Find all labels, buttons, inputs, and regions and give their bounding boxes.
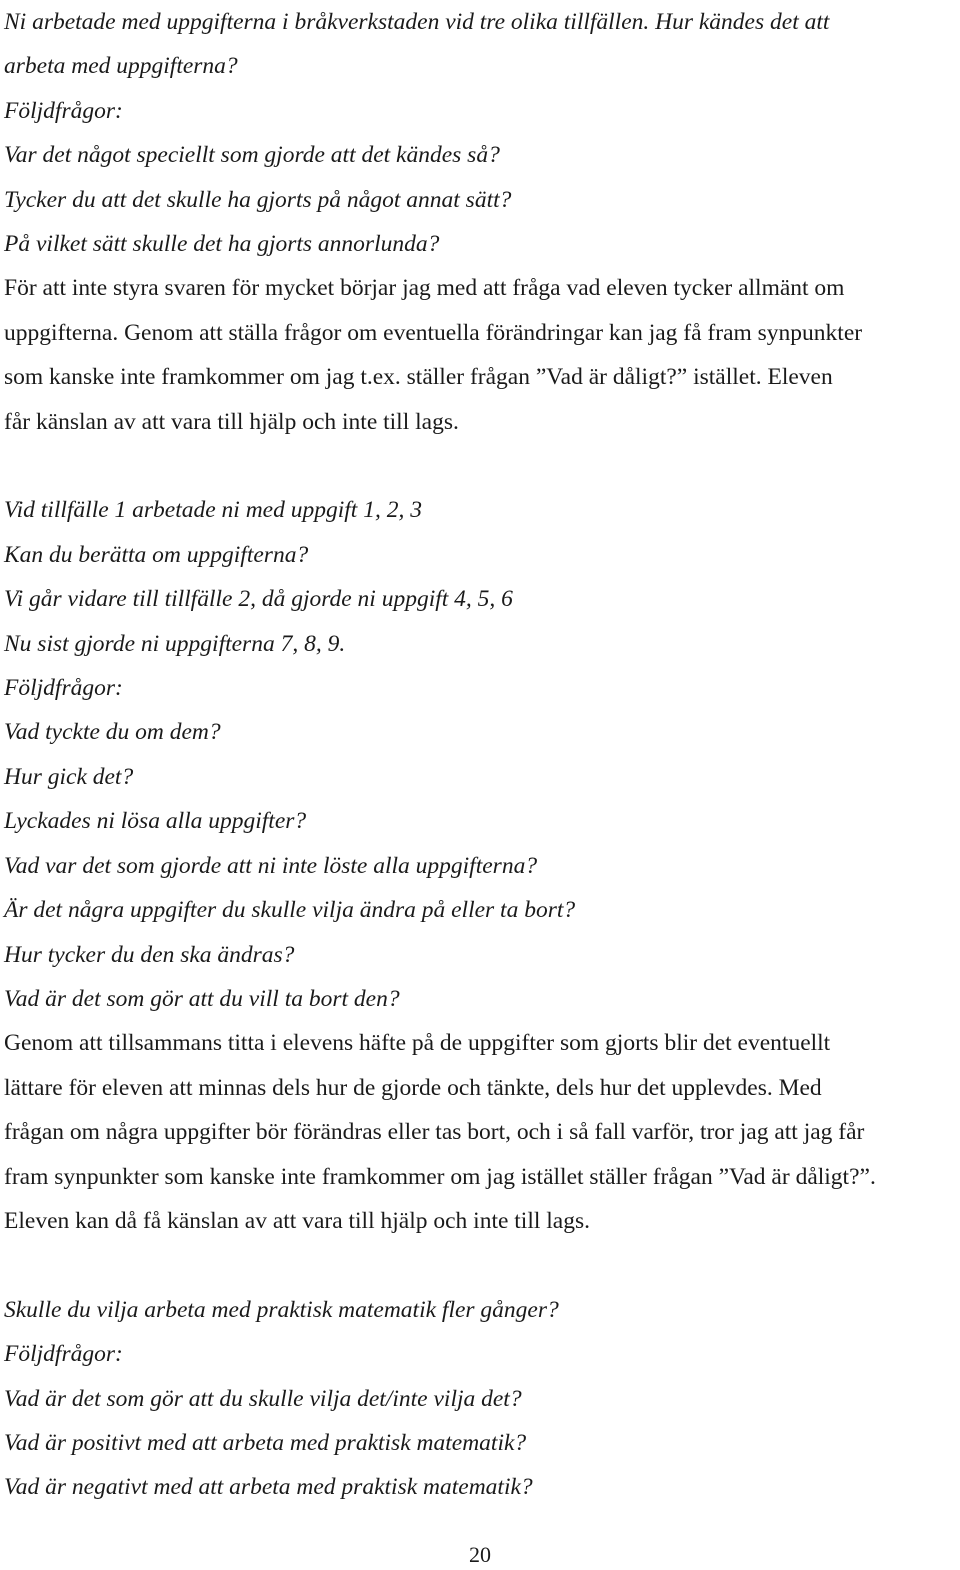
section-bråkverkstaden: [4, 0, 954, 444]
followup-question: Vad är negativt med att arbeta med praktisk matematik?: [4, 1474, 533, 1501]
interview-question: Vid tillfälle 1 arbetade ni med uppgift 1, 2, 3: [4, 497, 422, 524]
followup-question: Vad tyckte du om dem?: [4, 719, 221, 746]
followup-question: Hur gick det?: [4, 763, 134, 790]
followup-question: Vad var det som gjorde att ni inte löste alla uppgifterna?: [4, 852, 538, 879]
followup-label: Följdfrågor:: [4, 1341, 123, 1368]
commentary-line: fram synpunkter som kanske inte framkommer om jag istället ställer frågan ”Vad är dåligt?”.: [4, 1163, 876, 1190]
commentary-line: Eleven kan då få känslan av att vara till hjälp och inte till lags.: [4, 1207, 590, 1234]
section-tillfallen: [4, 488, 954, 1243]
followup-question: Var det något speciellt som gjorde att det kändes så?: [4, 142, 500, 169]
commentary-line: Genom att tillsammans titta i elevens häfte på de uppgifter som gjorts blir det eventuellt: [4, 1030, 831, 1057]
followup-question: Vad är det som gör att du skulle vilja det/inte vilja det?: [4, 1385, 522, 1412]
followup-label: Följdfrågor:: [4, 675, 123, 702]
paragraph-gap: [4, 1243, 954, 1287]
followup-label: Följdfrågor:: [4, 97, 123, 124]
commentary-line: får känslan av att vara till hjälp och inte till lags.: [4, 408, 459, 435]
interview-question: Kan du berätta om uppgifterna?: [4, 541, 309, 568]
page-number: 20: [469, 1542, 491, 1567]
followup-question: Vad är det som gör att du vill ta bort den?: [4, 985, 400, 1012]
commentary-line: lättare för eleven att minnas dels hur de gjorde och tänkte, dels hur det upplevdes. Med: [4, 1074, 822, 1101]
interview-question-line-1: Ni arbetade med uppgifterna i bråkverkstaden vid tre olika tillfällen. Hur kändes det att: [4, 9, 830, 35]
document-page: [4, 0, 954, 1510]
commentary-line: För att inte styra svaren för mycket börjar jag med att fråga vad eleven tycker allmänt om: [4, 275, 845, 302]
interview-question: Skulle du vilja arbeta med praktisk matematik fler gånger?: [4, 1296, 559, 1323]
commentary-line: uppgifterna. Genom att ställa frågor om eventuella förändringar kan jag få fram synpunkter: [4, 319, 863, 346]
followup-question: På vilket sätt skulle det ha gjorts annorlunda?: [4, 231, 440, 258]
followup-question: Är det några uppgifter du skulle vilja ändra på eller ta bort?: [4, 897, 576, 924]
followup-question: Lyckades ni lösa alla uppgifter?: [4, 808, 307, 835]
paragraph-gap: [4, 444, 954, 488]
interview-question: Vi går vidare till tillfälle 2, då gjorde ni uppgift 4, 5, 6: [4, 586, 513, 613]
section-praktisk-matematik: [4, 1288, 954, 1510]
interview-question: Nu sist gjorde ni uppgifterna 7, 8, 9.: [4, 630, 346, 657]
followup-question: Tycker du att det skulle ha gjorts på något annat sätt?: [4, 186, 512, 213]
followup-question: Hur tycker du den ska ändras?: [4, 941, 295, 968]
followup-question: Vad är positivt med att arbeta med praktisk matematik?: [4, 1429, 527, 1456]
commentary-line: som kanske inte framkommer om jag t.ex. ställer frågan ”Vad är dåligt?” istället. Eleven: [4, 364, 833, 391]
commentary-line: frågan om några uppgifter bör förändras eller tas bort, och i så fall varför, tror jag att jag får: [4, 1119, 865, 1146]
interview-question-line-2: arbeta med uppgifterna?: [4, 53, 238, 80]
